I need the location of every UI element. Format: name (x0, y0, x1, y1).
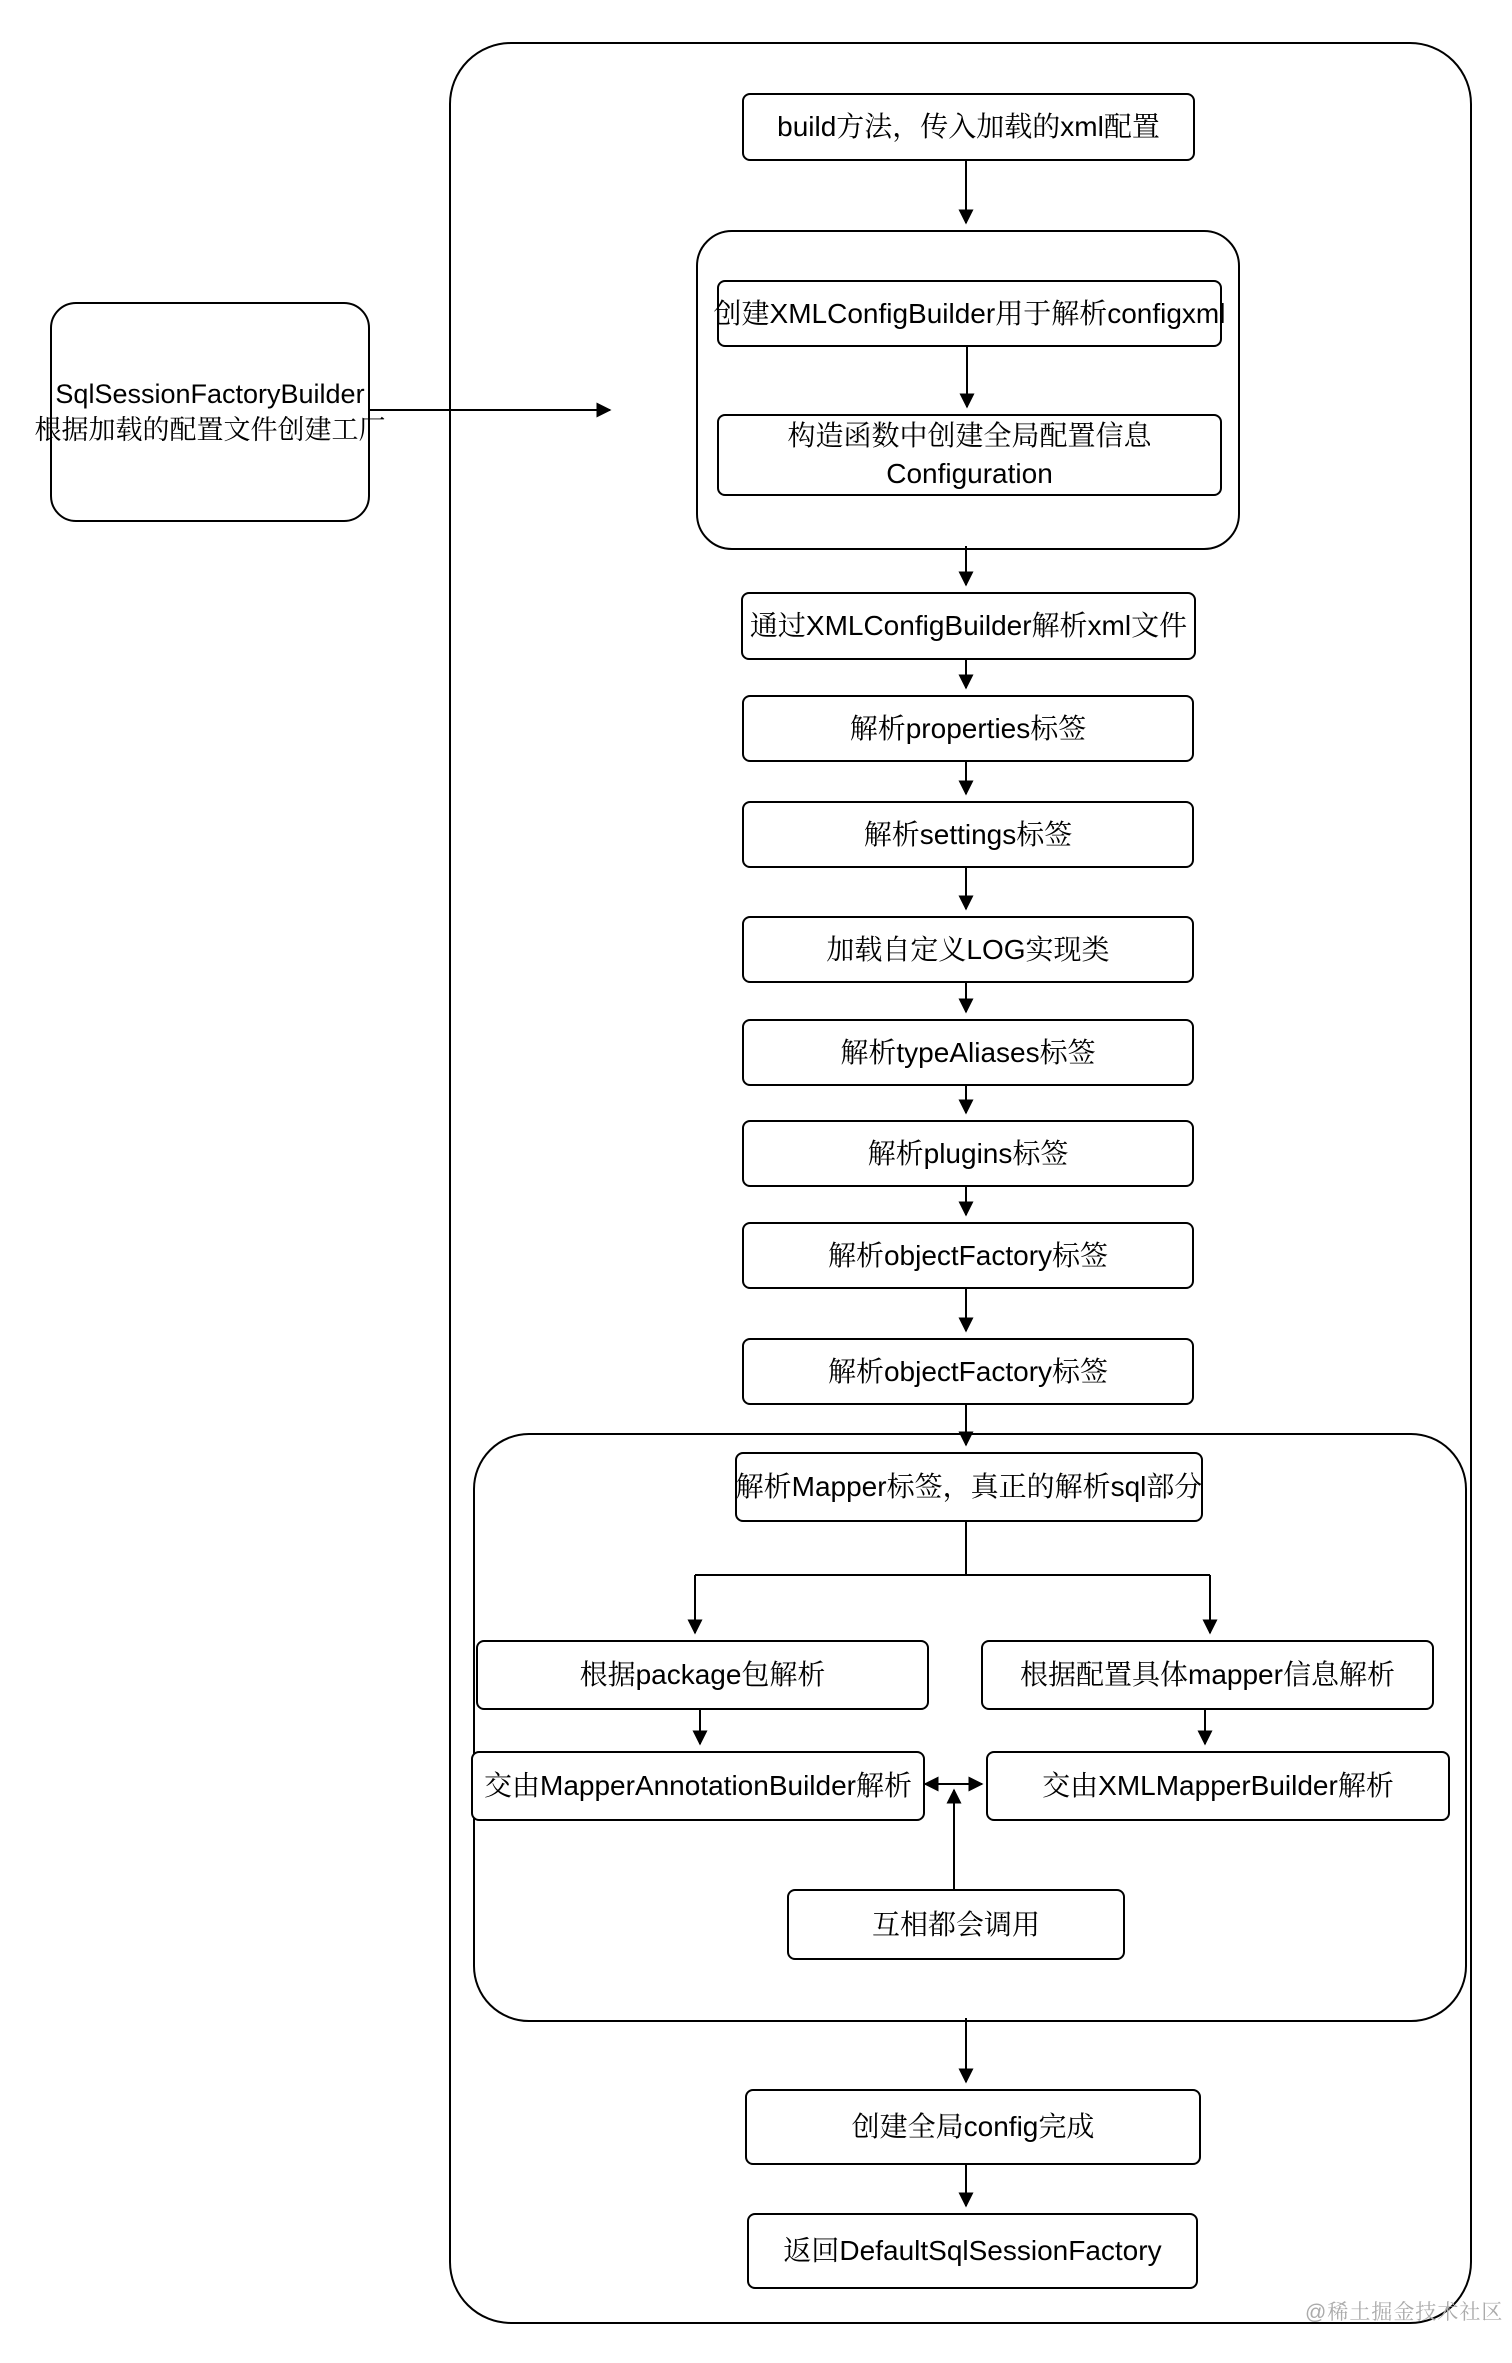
node-config-done-label: 创建全局config完成 (851, 2111, 1095, 2143)
node-constructor-line-2: Configuration (886, 458, 1053, 489)
node-constructor-line-1: 构造函数中创建全局配置信息 (787, 420, 1152, 452)
node-parse-by-package-label: 根据package包解析 (579, 1659, 826, 1691)
node-parse-by-mapper-info-label: 根据配置具体mapper信息解析 (1020, 1659, 1395, 1691)
node-xml-mapper-builder (986, 1751, 1450, 1821)
node-parse-xml-file-label: 通过XMLConfigBuilder解析xml文件 (749, 610, 1188, 642)
node-parse-plugins (742, 1120, 1194, 1187)
node-mapper-annotation-builder-label: 交由MapperAnnotationBuilder解析 (484, 1770, 912, 1802)
note-line-1: SqlSessionFactoryBuilder (55, 378, 365, 409)
node-mutual-call (787, 1889, 1125, 1960)
node-create-xmlconfigbuilder-label: 创建XMLConfigBuilder用于解析configxml (713, 297, 1226, 329)
node-constructor-configuration (717, 414, 1222, 496)
node-xml-mapper-builder-label: 交由XMLMapperBuilder解析 (1042, 1770, 1394, 1802)
node-build-method (742, 93, 1195, 161)
node-sqlsessionfactorybuilder-note (34, 302, 386, 522)
node-create-xmlconfigbuilder (713, 280, 1226, 347)
node-load-custom-log-label: 加载自定义LOG实现类 (826, 933, 1110, 965)
node-parse-settings-label: 解析settings标签 (863, 818, 1073, 850)
node-parse-settings (742, 801, 1194, 868)
node-return-factory-label: 返回DefaultSqlSessionFactory (783, 2235, 1162, 2267)
node-parse-typealiases (742, 1019, 1194, 1086)
node-parse-by-package (476, 1640, 929, 1710)
node-parse-properties (742, 695, 1194, 762)
node-parse-objectfactory-2 (742, 1338, 1194, 1405)
node-config-done (745, 2089, 1201, 2165)
node-parse-plugins-label: 解析plugins标签 (867, 1137, 1069, 1169)
node-parse-objectfactory-1-label: 解析objectFactory标签 (827, 1239, 1109, 1271)
node-parse-mapper-header (735, 1452, 1203, 1522)
node-parse-by-mapper-info (981, 1640, 1434, 1710)
watermark-text: @稀土掘金技术社区 (1305, 2301, 1504, 2324)
node-parse-xml-file (741, 592, 1196, 660)
node-build-method-label: build方法，传入加载的xml配置 (777, 111, 1160, 143)
node-mutual-call-label: 互相都会调用 (871, 1908, 1040, 1940)
node-parse-typealiases-label: 解析typeAliases标签 (840, 1036, 1096, 1068)
node-return-factory (747, 2213, 1198, 2289)
node-parse-mapper-header-label: 解析Mapper标签，真正的解析sql部分 (735, 1471, 1203, 1503)
node-mapper-annotation-builder (471, 1751, 925, 1821)
node-parse-objectfactory-2-label: 解析objectFactory标签 (827, 1355, 1109, 1387)
node-parse-properties-label: 解析properties标签 (849, 712, 1087, 744)
node-load-custom-log (742, 916, 1194, 983)
note-line-2: 根据加载的配置文件创建工厂 (34, 415, 386, 445)
node-parse-objectfactory-1 (742, 1222, 1194, 1289)
